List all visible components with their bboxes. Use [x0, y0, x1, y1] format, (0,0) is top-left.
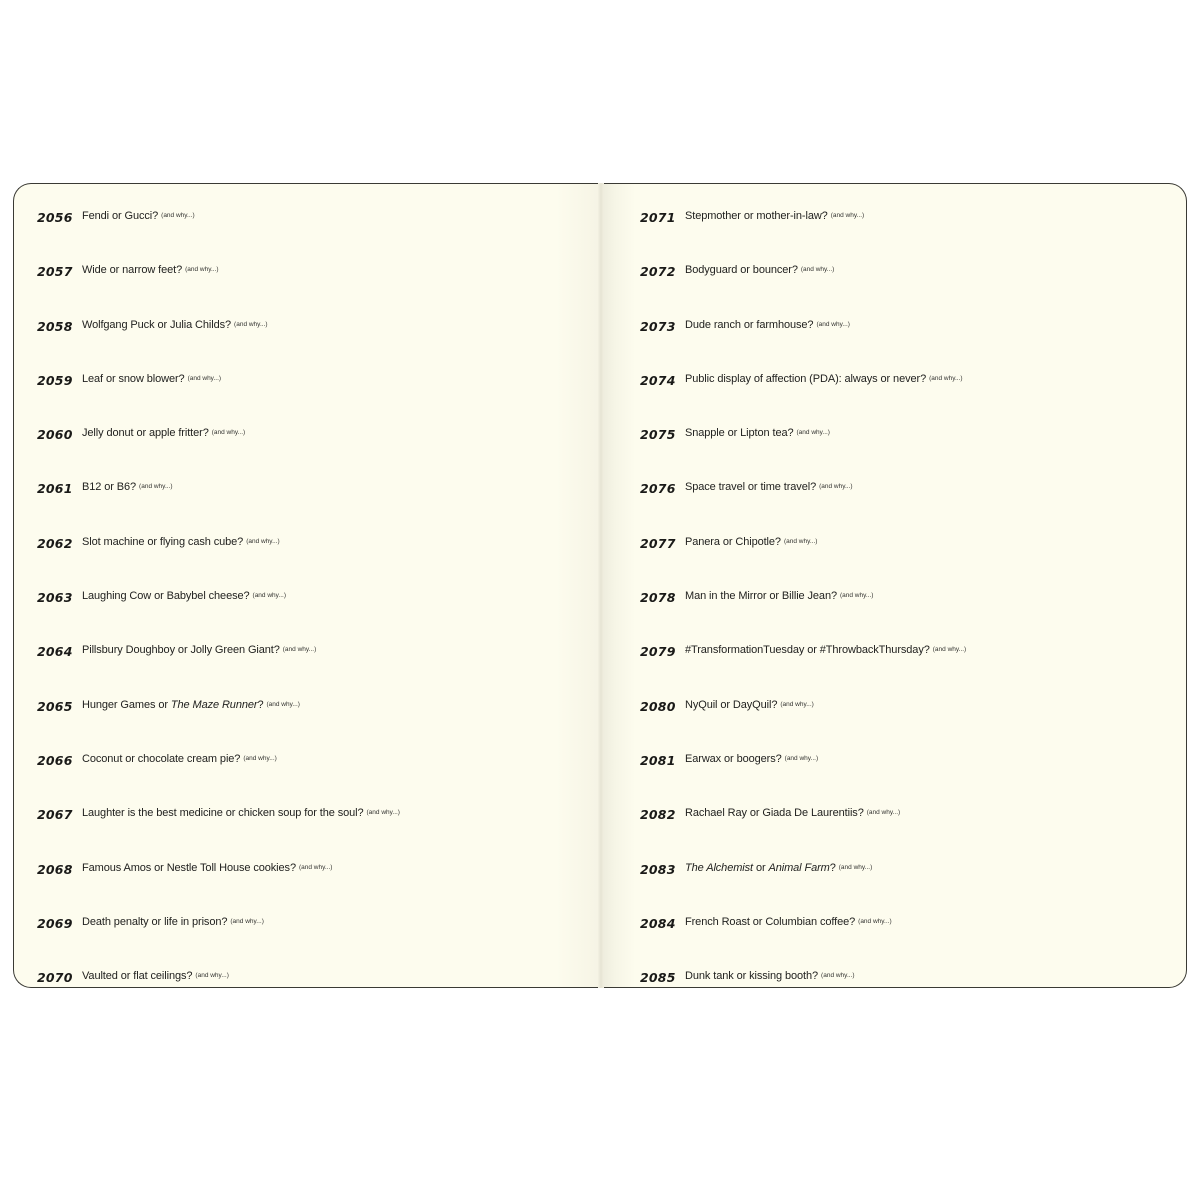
question-text [82, 210, 158, 222]
question-number: 2073 [640, 318, 676, 334]
question-item [37, 536, 400, 590]
and-why-note: (and why...) [298, 863, 333, 871]
question-title-italic: The Maze Runner [170, 698, 258, 711]
question-text-part: Wolfgang Puck or Julia Childs? [82, 318, 232, 331]
question-text-part: Famous Amos or Nestle Toll House cookies? [82, 861, 296, 874]
question-number: 2075 [640, 427, 676, 443]
question-number: 2059 [37, 372, 73, 388]
and-why-note: (and why...) [830, 212, 865, 219]
question-text-part: Dunk tank or kissing booth? [685, 970, 819, 983]
question-number: 2060 [37, 427, 73, 443]
question-text-part: ? [257, 698, 264, 711]
question-item [37, 699, 400, 753]
and-why-note: (and why...) [839, 592, 874, 600]
and-why-note: (and why...) [243, 754, 277, 762]
and-why-note: (and why...) [266, 700, 300, 708]
question-item [640, 427, 966, 481]
question-text [82, 590, 250, 602]
question-number: 2062 [37, 535, 73, 551]
and-why-note: (and why...) [784, 754, 819, 762]
question-text [82, 970, 192, 982]
and-why-note: (and why...) [796, 429, 830, 437]
question-text [82, 427, 209, 439]
question-text [685, 590, 837, 602]
question-text-part: or [752, 861, 769, 874]
and-why-note: (and why...) [211, 429, 246, 437]
question-item [37, 264, 400, 318]
question-item [640, 590, 966, 644]
question-text [685, 753, 782, 765]
question-text [685, 210, 828, 222]
and-why-note: (and why...) [252, 592, 287, 600]
question-text-part: French Roast or Columbian coffee? [685, 915, 856, 928]
question-number: 2068 [37, 861, 73, 877]
question-item [640, 916, 966, 970]
question-text-part: Laughing Cow or Babybel cheese? [82, 590, 250, 603]
question-number: 2067 [37, 807, 73, 823]
question-item [640, 699, 966, 753]
question-text [82, 916, 227, 928]
question-text [685, 373, 926, 385]
question-item [640, 319, 966, 373]
left-question-list [37, 210, 400, 1024]
question-number: 2077 [640, 535, 676, 551]
question-number: 2058 [37, 318, 73, 334]
question-text-part: Hunger Games or [82, 698, 171, 711]
question-number: 2079 [640, 644, 676, 660]
question-text-part: Stepmother or mother-in-law? [685, 210, 828, 222]
question-text [685, 536, 781, 548]
and-why-note: (and why...) [816, 320, 850, 328]
question-number: 2070 [37, 970, 73, 986]
question-number: 2057 [37, 264, 73, 280]
and-why-note: (and why...) [838, 863, 873, 871]
question-text [82, 536, 243, 548]
question-text-part: Wide or narrow feet? [82, 264, 183, 277]
and-why-note: (and why...) [932, 646, 967, 654]
question-item [37, 427, 400, 481]
question-item [640, 753, 966, 807]
question-text [82, 319, 231, 331]
and-why-note: (and why...) [185, 266, 219, 274]
question-number: 2066 [37, 752, 73, 768]
question-text-part: Space travel or time travel? [685, 481, 817, 494]
open-book [13, 183, 1187, 990]
question-text [685, 427, 794, 439]
right-question-list [640, 210, 966, 1024]
and-why-note: (and why...) [858, 917, 892, 925]
question-text-part: Leaf or snow blower? [82, 372, 185, 385]
question-text [685, 644, 930, 656]
and-why-note: (and why...) [139, 483, 173, 491]
and-why-note: (and why...) [366, 809, 400, 817]
question-text-part: Dude ranch or farmhouse? [685, 318, 814, 331]
and-why-note: (and why...) [187, 374, 222, 382]
question-text-part: #TransformationTuesday or #ThrowbackThursday? [685, 644, 930, 657]
question-number: 2080 [640, 698, 676, 714]
question-text [685, 319, 813, 331]
question-item [640, 264, 966, 318]
question-text [685, 699, 777, 711]
and-why-note: (and why...) [230, 917, 264, 925]
question-text-part: Vaulted or flat ceilings? [82, 970, 193, 983]
question-text [82, 699, 263, 711]
question-text [685, 264, 798, 276]
question-text [685, 862, 836, 874]
question-item [37, 916, 400, 970]
question-number: 2085 [640, 970, 676, 986]
question-item [640, 373, 966, 427]
question-item [37, 481, 400, 535]
question-text-part: ? [829, 861, 836, 874]
question-number: 2081 [640, 752, 676, 768]
question-number: 2072 [640, 264, 676, 280]
question-text-part: Rachael Ray or Giada De Laurentiis? [685, 807, 864, 820]
question-number: 2083 [640, 861, 676, 877]
question-number: 2074 [640, 372, 676, 388]
and-why-note: (and why...) [819, 483, 853, 491]
question-text-part: Laughter is the best medicine or chicken soup for the soul? [82, 807, 364, 820]
question-text-part: Jelly donut or apple fritter? [82, 427, 209, 440]
question-text-part: Fendi or Gucci? [82, 210, 159, 222]
question-number: 2069 [37, 915, 73, 931]
question-item [37, 319, 400, 373]
question-number: 2056 [37, 210, 73, 225]
question-text-part: Slot machine or flying cash cube? [82, 535, 244, 548]
question-text-part: Death penalty or life in prison? [82, 915, 228, 928]
question-text-part: Man in the Mirror or Billie Jean? [685, 590, 837, 603]
question-item [640, 644, 966, 698]
question-text [685, 481, 816, 493]
question-text-part: Panera or Chipotle? [685, 535, 781, 548]
question-text-part: Bodyguard or bouncer? [685, 264, 798, 277]
and-why-note: (and why...) [866, 809, 901, 817]
question-number: 2076 [640, 481, 676, 497]
question-number: 2082 [640, 807, 676, 823]
question-number: 2084 [640, 915, 676, 931]
and-why-note: (and why...) [821, 972, 855, 980]
question-text-part: Coconut or chocolate cream pie? [82, 752, 241, 765]
question-item [37, 807, 400, 861]
right-page [600, 183, 1187, 988]
and-why-note: (and why...) [929, 374, 963, 382]
and-why-note: (and why...) [783, 537, 818, 545]
question-text [685, 807, 864, 819]
and-why-note: (and why...) [234, 320, 268, 328]
question-text [82, 373, 185, 385]
question-item [37, 373, 400, 427]
book-gutter [598, 183, 604, 988]
question-item [37, 590, 400, 644]
question-number: 2078 [640, 590, 676, 606]
question-text [685, 916, 855, 928]
question-item [640, 862, 966, 916]
question-number: 2064 [37, 644, 73, 660]
question-text-part: B12 or B6? [82, 481, 137, 494]
question-number: 2061 [37, 481, 73, 497]
question-number: 2071 [640, 210, 676, 225]
question-text [685, 970, 818, 982]
question-item [640, 536, 966, 590]
question-text [82, 862, 296, 874]
question-text [82, 807, 364, 819]
question-text-part: Snapple or Lipton tea? [685, 427, 794, 440]
question-item [37, 644, 400, 698]
and-why-note: (and why...) [246, 537, 280, 545]
question-item [37, 970, 400, 1024]
question-text-part: Pillsbury Doughboy or Jolly Green Giant? [82, 644, 280, 657]
question-text-part: Earwax or boogers? [685, 752, 782, 765]
question-item [640, 807, 966, 861]
question-item [640, 481, 966, 535]
question-item [640, 970, 966, 1024]
question-title-italic: The Alchemist [685, 861, 753, 874]
question-text [82, 481, 136, 493]
question-text-part: NyQuil or DayQuil? [685, 698, 778, 711]
question-text [82, 644, 280, 656]
question-item [37, 862, 400, 916]
question-item [37, 210, 400, 264]
and-why-note: (and why...) [780, 700, 814, 708]
question-item [640, 210, 966, 264]
question-text [82, 264, 182, 276]
question-title-italic: Animal Farm [768, 861, 830, 874]
and-why-note: (and why...) [195, 972, 229, 980]
and-why-note: (and why...) [161, 212, 195, 219]
question-item [37, 753, 400, 807]
and-why-note: (and why...) [800, 266, 835, 274]
question-number: 2065 [37, 698, 73, 714]
question-text-part: Public display of affection (PDA): always or never? [685, 372, 927, 385]
and-why-note: (and why...) [282, 646, 317, 654]
question-number: 2063 [37, 590, 73, 606]
question-text [82, 753, 240, 765]
left-page [13, 183, 603, 988]
